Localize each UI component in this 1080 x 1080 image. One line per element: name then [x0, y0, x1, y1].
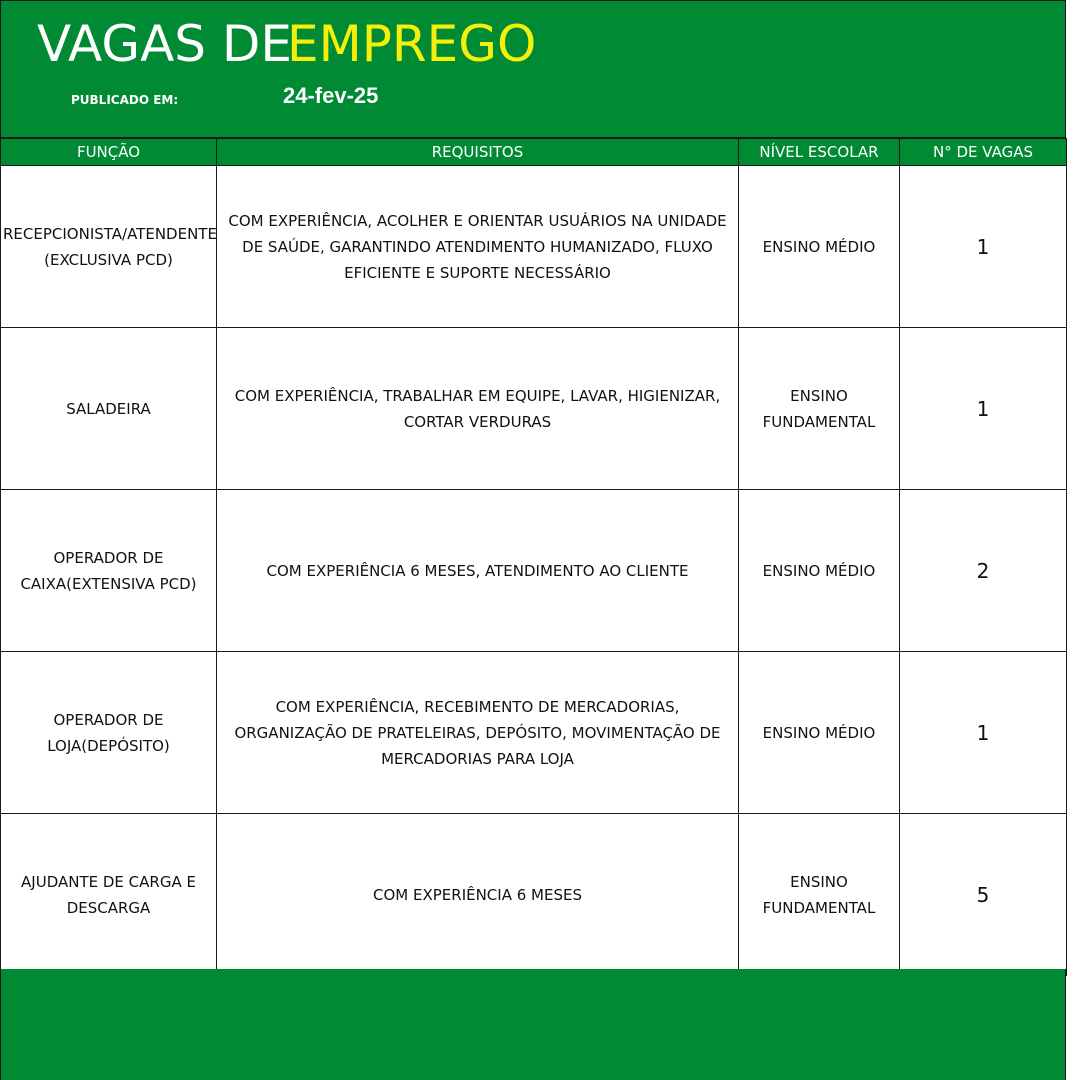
role-cell: OPERADOR DE LOJA(DEPÓSITO): [1, 652, 217, 814]
published-date: 24-fev-25: [283, 83, 379, 108]
published-label: PUBLICADO EM:: [71, 93, 179, 107]
education-cell: ENSINO MÉDIO: [739, 166, 900, 328]
table-row: [1, 652, 1067, 814]
education-cell: ENSINO FUNDAMENTAL: [739, 814, 900, 976]
requirements-cell: COM EXPERIÊNCIA 6 MESES: [217, 814, 739, 976]
title-vagas-de: VAGAS DE: [37, 15, 293, 73]
header-banner: [0, 0, 1066, 138]
table-row: [1, 814, 1067, 976]
requirements-cell: COM EXPERIÊNCIA, ACOLHER E ORIENTAR USUÁRIOS NA UNIDADE DE SAÚDE, GARANTINDO ATENDIMENTO HUMANIZADO, FLUXO EFICIENTE E SUPORTE NECESSÁRIO: [217, 166, 739, 328]
table-row: [1, 328, 1067, 490]
table-row: [1, 490, 1067, 652]
requirements-cell: COM EXPERIÊNCIA, TRABALHAR EM EQUIPE, LAVAR, HIGIENIZAR, CORTAR VERDURAS: [217, 328, 739, 490]
title-emprego: EMPREGO: [287, 15, 537, 73]
column-header-role: FUNÇÃO: [1, 139, 217, 166]
vacancies-cell: 5: [900, 814, 1067, 976]
education-cell: ENSINO MÉDIO: [739, 490, 900, 652]
footer-banner: [0, 969, 1066, 1080]
vacancies-cell: 2: [900, 490, 1067, 652]
requirements-cell: COM EXPERIÊNCIA 6 MESES, ATENDIMENTO AO CLIENTE: [217, 490, 739, 652]
column-header-vacancies: N° DE VAGAS: [900, 139, 1067, 166]
role-cell: OPERADOR DE CAIXA(EXTENSIVA PCD): [1, 490, 217, 652]
column-header-requirements: REQUISITOS: [217, 139, 739, 166]
requirements-cell: COM EXPERIÊNCIA, RECEBIMENTO DE MERCADORIAS, ORGANIZAÇÃO DE PRATELEIRAS, DEPÓSITO, MOVIMENTAÇÃO DE MERCADORIAS PARA LOJA: [217, 652, 739, 814]
table-row: [1, 166, 1067, 328]
education-cell: ENSINO FUNDAMENTAL: [739, 328, 900, 490]
role-cell: AJUDANTE DE CARGA E DESCARGA: [1, 814, 217, 976]
role-cell: RECEPCIONISTA/ATENDENTE (EXCLUSIVA PCD): [1, 166, 217, 328]
vacancies-table: [0, 138, 1067, 976]
vacancies-cell: 1: [900, 652, 1067, 814]
column-header-education: NÍVEL ESCOLAR: [739, 139, 900, 166]
vacancies-cell: 1: [900, 166, 1067, 328]
table-header-row: [1, 139, 1067, 166]
role-cell: SALADEIRA: [1, 328, 217, 490]
education-cell: ENSINO MÉDIO: [739, 652, 900, 814]
vacancies-cell: 1: [900, 328, 1067, 490]
